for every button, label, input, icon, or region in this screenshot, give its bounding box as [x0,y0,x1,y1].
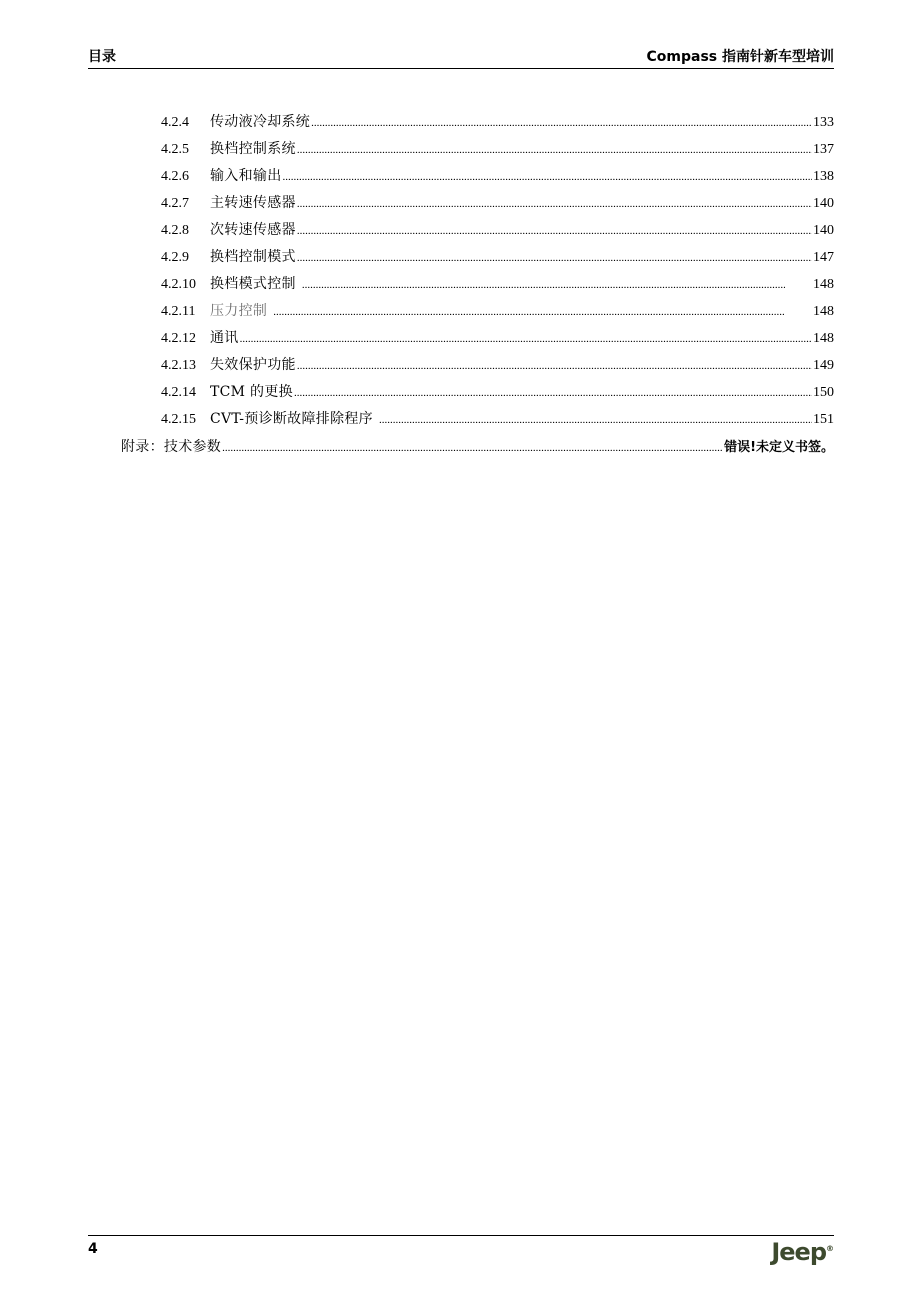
page-number: 4 [88,1241,98,1257]
toc-leader-dots [273,302,785,322]
toc-entry-title: CVT-预诊断故障排除程序 [210,411,373,427]
toc-leader-dots [297,140,812,160]
toc-leader-dots [302,275,785,295]
toc-entry-page: 133 [813,115,834,130]
jeep-logo [771,1238,834,1266]
toc-entry-title: 换档模式控制 [210,276,296,292]
toc-entry-title: 次转速传感器 [210,222,296,238]
toc-entry[interactable] [161,220,834,240]
toc-appendix-entry[interactable] [121,437,834,457]
toc-entry-number: 4.2.4 [161,115,189,130]
toc-entry-title: TCM 的更换 [210,384,293,400]
toc-entry-page: 151 [813,412,834,427]
toc-leader-dots [297,221,812,241]
toc-entry-title: 传动液冷却系统 [210,114,311,130]
toc-appendix-page: 错误!未定义书签。 [724,440,834,455]
toc-entry-title: 输入和输出 [210,168,282,184]
toc-leader-dots [311,113,812,133]
toc-entry-number: 4.2.14 [161,385,196,400]
toc-entry-number: 4.2.11 [161,304,196,319]
toc-entry-number: 4.2.15 [161,412,196,427]
toc-entry-number: 4.2.13 [161,358,196,373]
toc-entry[interactable] [161,409,834,429]
toc-leader-dots [283,167,813,187]
toc-entry-page: 148 [813,331,834,346]
toc-entry-title: 通讯 [210,330,239,346]
toc-entry[interactable] [161,112,834,132]
toc-entry-number: 4.2.6 [161,169,189,184]
toc-leader-dots [297,194,812,214]
toc-entry[interactable] [161,139,834,159]
toc-leader-dots [297,356,812,376]
header-document-title: Compass 指南针新车型培训 [646,49,834,65]
toc-entry-page: 140 [813,223,834,238]
toc-entry-number: 4.2.10 [161,277,196,292]
toc-leader-dots [240,329,812,349]
toc-entry-page: 150 [813,385,834,400]
page-header [88,44,834,69]
toc-entry[interactable] [161,166,834,186]
toc-entry-page: 148 [813,277,834,292]
toc-leader-dots [222,438,723,458]
toc-entry-number: 4.2.5 [161,142,189,157]
toc-entry-title: 换档控制模式 [210,249,296,265]
jeep-logo-text: Jeep [771,1238,826,1266]
toc-entry-number: 4.2.12 [161,331,196,346]
toc-entry[interactable] [161,328,834,348]
toc-entry-page: 148 [813,304,834,319]
toc-leader-dots [294,383,812,403]
toc-leader-dots [297,248,812,268]
registered-mark: ® [826,1244,834,1253]
toc-entry-page: 138 [813,169,834,184]
toc-entry-title: 换档控制系统 [210,141,296,157]
toc-entry-title: 主转速传感器 [210,195,296,211]
toc-entry[interactable] [161,355,834,375]
toc-entry[interactable] [161,274,834,294]
toc-entry-number: 4.2.9 [161,250,189,265]
toc-entry-title: 压力控制 [210,303,268,319]
header-section-title: 目录 [88,49,116,65]
toc-entry[interactable] [161,247,834,267]
toc-entry-page: 147 [813,250,834,265]
toc-entry-number: 4.2.7 [161,196,189,211]
toc-appendix-title: 附录：技术参数 [121,439,222,455]
toc-leader-dots [379,410,812,430]
toc-entry-number: 4.2.8 [161,223,189,238]
toc-entry[interactable] [161,301,834,321]
toc-entry[interactable] [161,193,834,213]
toc-entry-title: 失效保护功能 [210,357,296,373]
toc-entry-page: 140 [813,196,834,211]
toc-entry-page: 137 [813,142,834,157]
toc-entry[interactable] [161,382,834,402]
toc-entry-page: 149 [813,358,834,373]
page-footer [88,1235,834,1276]
